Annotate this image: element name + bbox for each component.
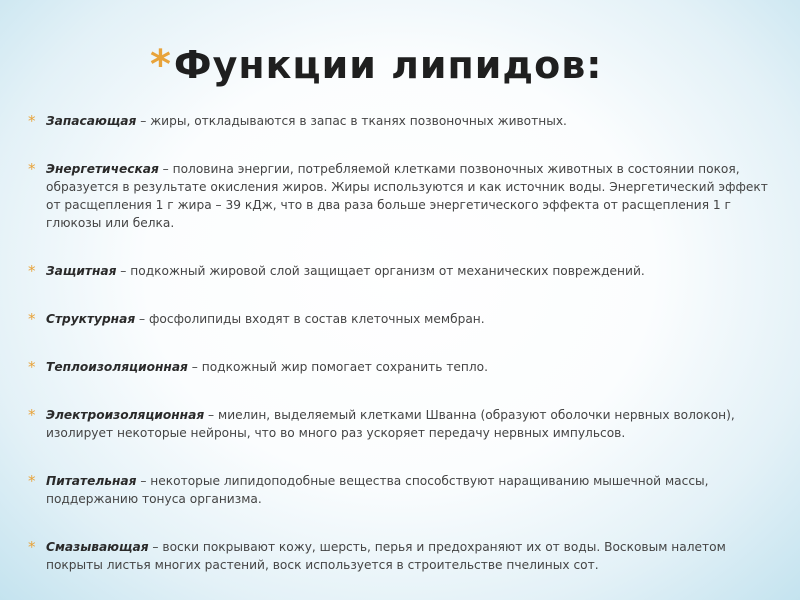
item-term: Теплоизоляционная (46, 360, 188, 374)
item-text: – фосфолипиды входят в состав клеточных мембран. (135, 312, 485, 326)
asterisk-bullet-icon: * (28, 472, 36, 490)
asterisk-bullet-icon: * (28, 160, 36, 178)
asterisk-bullet-icon: * (28, 358, 36, 376)
spacer (28, 280, 778, 310)
spacer (28, 376, 778, 406)
item-text: – половина энергии, потребляемой клетками позвоночных животных в состоянии покоя, образуется в результате окисления жиров. Жиры используются и как источник воды. Энергетический эффект от расщепления 1 г жира – 39 кДж, что в два раза больше энергетического эффекта от расщепления 1 г глюкозы или белка. (46, 162, 768, 230)
asterisk-bullet-icon: * (28, 112, 36, 130)
item-term: Смазывающая (46, 540, 149, 554)
spacer (28, 328, 778, 358)
asterisk-bullet-icon: * (28, 310, 36, 328)
item-term: Энергетическая (46, 162, 159, 176)
list-item-lubricating (28, 538, 778, 574)
title-asterisk-icon: * (150, 42, 172, 88)
list-item-protective (28, 262, 778, 280)
list-item-electrical (28, 406, 778, 442)
list-item-nutritional (28, 472, 778, 508)
list-item-thermal (28, 358, 778, 376)
list-item-energy (28, 160, 778, 232)
slide-title-text: Функции липидов: (173, 43, 603, 87)
item-term: Питательная (46, 474, 137, 488)
spacer (28, 232, 778, 262)
functions-list (28, 112, 778, 574)
asterisk-bullet-icon: * (28, 406, 36, 424)
item-text: – жиры, откладываются в запас в тканях позвоночных животных. (136, 114, 567, 128)
item-term: Запасающая (46, 114, 137, 128)
spacer (28, 508, 778, 538)
spacer (28, 130, 778, 160)
item-text: – некоторые липидоподобные вещества способствуют наращиванию мышечной массы, поддержанию тонуса организма. (46, 474, 709, 506)
item-term: Электроизоляционная (46, 408, 205, 422)
item-text: – миелин, выделяемый клетками Шванна (образуют оболочки нервных волокон), изолирует некоторые нейроны, что во много раз ускоряет передачу нервных импульсов. (46, 408, 735, 440)
asterisk-bullet-icon: * (28, 262, 36, 280)
list-item-storage (28, 112, 778, 130)
list-item-structural (28, 310, 778, 328)
asterisk-bullet-icon: * (28, 538, 36, 556)
item-text: – воски покрывают кожу, шерсть, перья и предохраняют их от воды. Восковым налетом покрыты листья многих растений, воск используется в строительстве пчелиных сот. (46, 540, 726, 572)
spacer (28, 442, 778, 472)
item-text: – подкожный жировой слой защищает организм от механических повреждений. (116, 264, 645, 278)
item-term: Защитная (46, 264, 117, 278)
item-text: – подкожный жир помогает сохранить тепло. (187, 360, 489, 374)
slide-title (150, 42, 602, 88)
item-term: Структурная (46, 312, 136, 326)
